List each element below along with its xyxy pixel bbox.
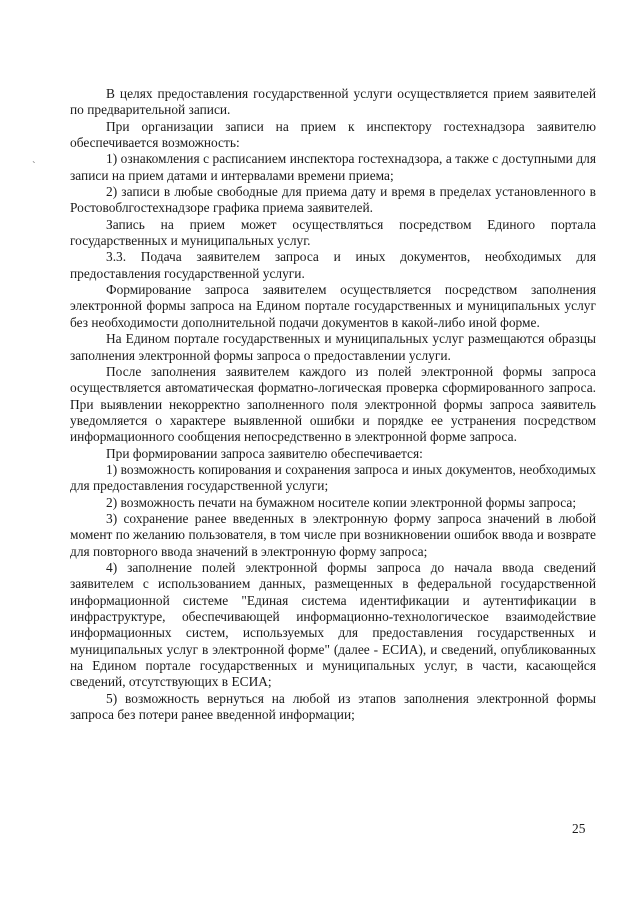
paragraph-10: При формировании запроса заявителю обеспечивается: [106, 445, 423, 461]
list-item-4: 4) заполнение полей электронной формы запроса до начала ввода сведений заявителем с использованием данных, размещенных в федеральной государственной информационной системе "Единая система идентификации и аутентификации в инфраструктуре, обеспечивающей информационно-технологическое взаимодействие информационных систем, используемых для предоставления государственных и муниципальных услуг в электронной форме" (далее - ЕСИА), и сведений, опубликованных на Едином портале государственных и муниципальных услуг, в части, касающейся сведений, отсутствующих в ЕСИА; [70, 559, 596, 690]
document-body [70, 86, 596, 723]
list-item-3: 3) сохранение ранее введенных в электронную форму запроса значений в любой момент по желанию пользователя, в том числе при возникновении ошибок ввода и возврате для повторного ввода значений в электронную форму запроса; [70, 510, 596, 559]
paragraph-1: В целях предоставления государственной услуги осуществляется прием заявителей по предварительной записи. [70, 86, 596, 118]
paragraph-2: При организации записи на прием к инспектору гостехнадзора заявителю обеспечивается возможность: [70, 118, 596, 151]
paragraph-3: 1) ознакомления с расписанием инспектора гостехнадзора, а также с доступными для записи на прием датами и интервалами времени приема; [70, 151, 596, 183]
page-number: 25 [572, 821, 586, 836]
list-item-1: 1) возможность копирования и сохранения запроса и иных документов, необходимых для предоставления государственной услуги; [70, 461, 596, 494]
paragraph-5: Запись на прием может осуществляться посредством Единого портала государственных и муниципальных услуг. [70, 216, 596, 249]
list-item-5: 5) возможность вернуться на любой из этапов заполнения электронной формы запроса без потери ранее введенной информации; [70, 690, 596, 723]
paragraph-9: После заполнения заявителем каждого из полей электронной формы запроса осуществляется автоматическая форматно-логическая проверка сформированного запроса. При выявлении некорректно заполненного поля электронной формы запроса заявитель уведомляется о характере выявленной ошибки и порядке ее устранения посредством информационного сообщения непосредственно в электронной форме запроса. [70, 363, 596, 445]
list-item-2: 2) возможность печати на бумажном носителе копии электронной формы запроса; [106, 494, 577, 510]
section-heading-3-3: 3.3. Подача заявителем запроса и иных документов, необходимых для предоставления государственной услуги. [70, 249, 596, 281]
margin-mark: ˋ [32, 160, 36, 172]
paragraph-8: На Едином портале государственных и муниципальных услуг размещаются образцы заполнения электронной формы запроса о предоставлении услуги. [70, 331, 596, 363]
paragraph-4: 2) записи в любые свободные для приема дату и время в пределах установленного в Ростовоблгостехнадзоре графика приема заявителей. [70, 184, 596, 216]
paragraph-7: Формирование запроса заявителем осуществляется посредством заполнения электронной формы запроса на Едином портале государственных и муниципальных услуг без необходимости дополнительной подачи документов в какой-либо иной форме. [70, 282, 596, 330]
